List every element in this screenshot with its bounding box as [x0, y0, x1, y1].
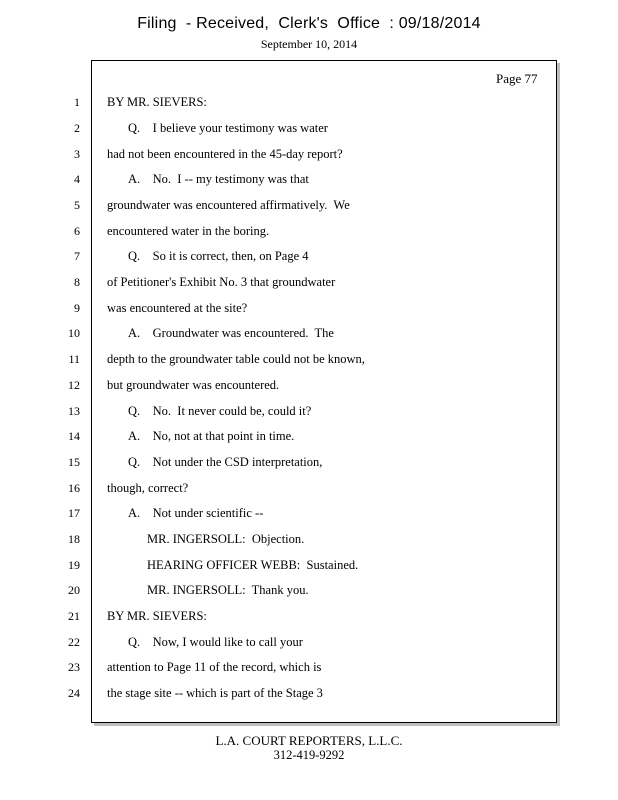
transcript-line: BY MR. SIEVERS: [107, 95, 207, 109]
transcript-line: Q. Not under the CSD interpretation, [128, 455, 323, 469]
transcript-line: A. Not under scientific -- [128, 506, 264, 520]
transcript-line: HEARING OFFICER WEBB: Sustained. [147, 558, 359, 572]
transcript-date: September 10, 2014 [260, 37, 358, 51]
line-number: 17 [68, 506, 80, 520]
transcript-line: Q. I believe your testimony was water [128, 121, 328, 135]
transcript-line: MR. INGERSOLL: Objection. [147, 532, 305, 546]
line-number: 10 [68, 326, 80, 340]
transcript-line: attention to Page 11 of the record, which is [107, 660, 322, 674]
line-number: 22 [68, 635, 80, 649]
transcript-line: Q. Now, I would like to call your [128, 635, 303, 649]
transcript-line: Q. So it is correct, then, on Page 4 [128, 249, 309, 263]
line-number: 21 [68, 609, 80, 623]
page-number: Page 77 [496, 71, 538, 86]
line-number: 20 [68, 583, 80, 597]
transcript-line: MR. INGERSOLL: Thank you. [147, 583, 309, 597]
transcript-line: BY MR. SIEVERS: [107, 609, 207, 623]
line-number: 2 [74, 121, 80, 135]
line-number: 18 [68, 532, 80, 546]
line-number: 4 [74, 172, 80, 186]
transcript-line: the stage site -- which is part of the Stage 3 [107, 686, 323, 700]
filing-stamp: Filing - Received, Clerk's Office : 09/18/2014 [137, 15, 481, 32]
line-number: 15 [68, 455, 80, 469]
transcript-line: depth to the groundwater table could not be known, [107, 352, 365, 366]
line-number: 23 [68, 660, 80, 674]
line-number: 19 [68, 558, 80, 572]
transcript-line: had not been encountered in the 45-day report? [107, 147, 343, 161]
transcript-line: encountered water in the boring. [107, 224, 270, 238]
transcript-line: Q. No. It never could be, could it? [128, 404, 312, 418]
line-number: 7 [74, 249, 80, 263]
transcript-line: A. Groundwater was encountered. The [128, 326, 334, 340]
line-number: 12 [68, 378, 80, 392]
transcript-line: A. No. I -- my testimony was that [128, 172, 309, 186]
reporter-company: L.A. COURT REPORTERS, L.L.C. [215, 733, 403, 748]
transcript-line: though, correct? [107, 481, 189, 495]
line-number: 3 [74, 147, 80, 161]
line-number: 9 [74, 301, 80, 315]
line-number: 6 [74, 224, 80, 238]
line-number: 24 [68, 686, 80, 700]
transcript-line: of Petitioner's Exhibit No. 3 that groundwater [107, 275, 336, 289]
transcript-line: A. No, not at that point in time. [128, 429, 295, 443]
line-number: 5 [74, 198, 80, 212]
line-number: 8 [74, 275, 80, 289]
line-number: 11 [68, 352, 80, 366]
reporter-phone: 312-419-9292 [273, 748, 345, 762]
line-number: 14 [68, 429, 80, 443]
line-number: 1 [74, 95, 80, 109]
line-number: 16 [68, 481, 80, 495]
transcript-line: was encountered at the site? [107, 301, 248, 315]
transcript-line: groundwater was encountered affirmatively. We [107, 198, 350, 212]
line-number: 13 [68, 404, 80, 418]
transcript-line: but groundwater was encountered. [107, 378, 280, 392]
